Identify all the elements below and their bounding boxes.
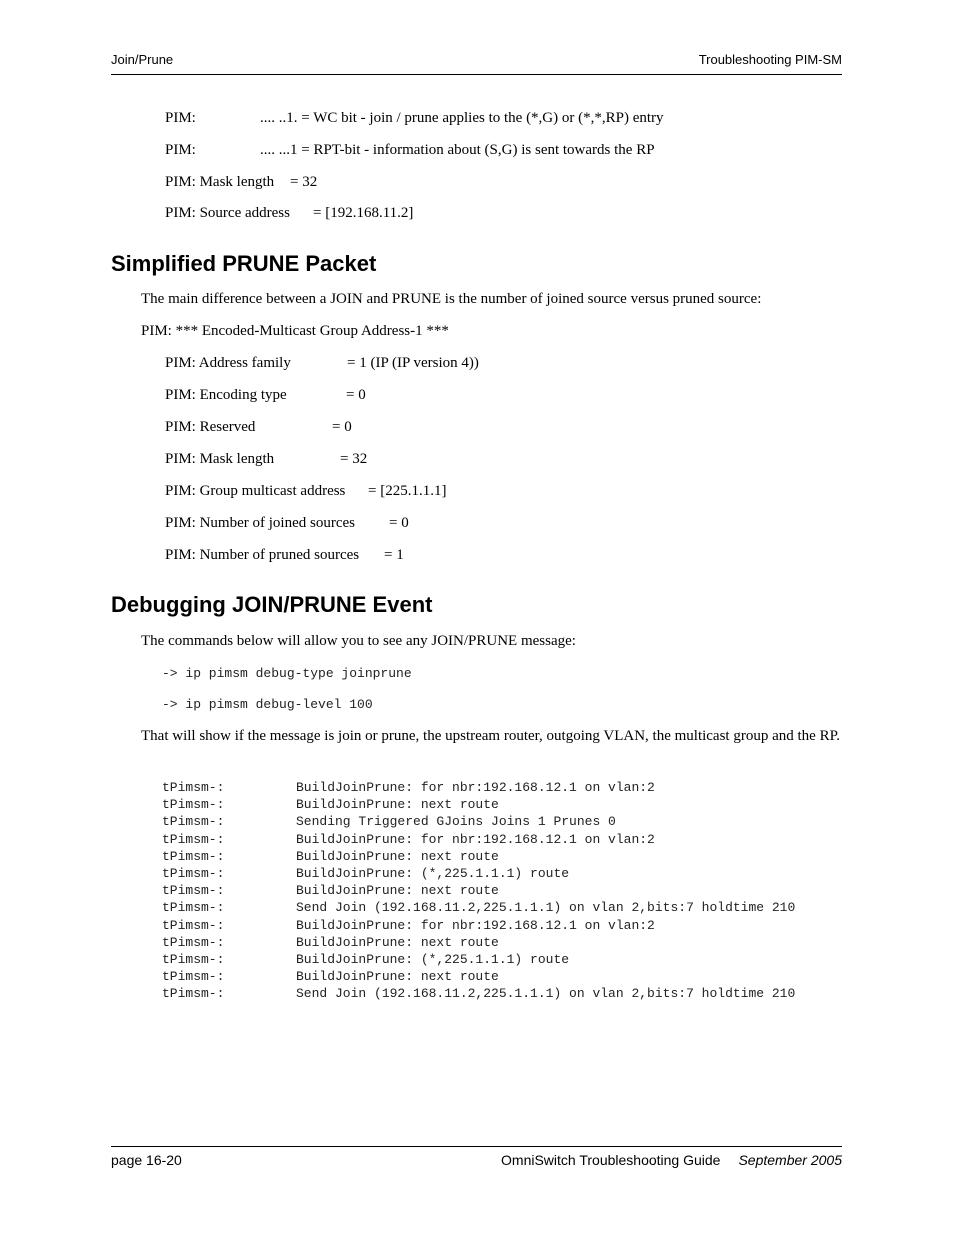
log-line: tPimsm-: BuildJoinPrune: for nbr:192.168.12.1 on vlan:2 [162,917,655,933]
field-encoding-type: PIM: Encoding type = 0 [165,387,366,403]
pim-rpt-bit-line: PIM: .... ...1 = RPT-bit - information about (S,G) is sent towards the RP [165,142,655,158]
page-footer [111,1146,842,1177]
log-line: tPimsm-: Send Join (192.168.11.2,225.1.1.1) on vlan 2,bits:7 holdtime 210 [162,986,796,1002]
footer-guide-info [501,1152,842,1168]
section2-intro: The commands below will allow you to see any JOIN/PRUNE message: [141,633,576,649]
log-line: tPimsm-: BuildJoinPrune: (*,225.1.1.1) route [162,865,570,881]
log-line: tPimsm-: Sending Triggered GJoins Joins 1 Prunes 0 [162,814,616,830]
field-reserved: PIM: Reserved = 0 [165,419,352,435]
log-line: tPimsm-: BuildJoinPrune: for nbr:192.168.12.1 on vlan:2 [162,831,655,847]
field-mask-length: PIM: Mask length = 32 [165,451,368,467]
command-debug-type: -> ip pimsm debug-type joinprune [162,666,412,681]
section-heading-debugging-join-prune: Debugging JOIN/PRUNE Event [111,592,433,617]
field-group-multicast-address: PIM: Group multicast address = [225.1.1.1] [165,483,447,499]
pim-wc-bit-line: PIM: .... ..1. = WC bit - join / prune applies to the (*,G) or (*,*,RP) entry [165,110,664,126]
section2-explain: That will show if the message is join or prune, the upstream router, outgoing VLAN, the multicast group and the RP. [141,728,841,744]
log-line: tPimsm-: Send Join (192.168.11.2,225.1.1.1) on vlan 2,bits:7 holdtime 210 [162,900,796,916]
header-section-title: Join/Prune [111,52,174,67]
section-heading-simplified-prune: Simplified PRUNE Packet [111,251,377,276]
field-address-family: PIM: Address family = 1 (IP (IP version 4)) [165,355,479,371]
log-line: tPimsm-: BuildJoinPrune: next route [162,969,499,985]
field-pruned-sources: PIM: Number of pruned sources = 1 [165,547,404,563]
log-line: tPimsm-: BuildJoinPrune: next route [162,848,499,864]
pim-mask-length-line: PIM: Mask length = 32 [165,174,318,190]
debug-log-output [162,779,795,1002]
log-line: tPimsm-: BuildJoinPrune: for nbr:192.168.12.1 on vlan:2 [162,780,655,795]
footer-date: September 2005 [738,1152,842,1168]
page-header [111,52,842,75]
footer-page-number: page 16-20 [111,1152,182,1168]
field-joined-sources: PIM: Number of joined sources = 0 [165,515,409,531]
log-line: tPimsm-: BuildJoinPrune: (*,225.1.1.1) route [162,951,570,967]
header-chapter-title: Troubleshooting PIM-SM [698,52,842,67]
log-line: tPimsm-: BuildJoinPrune: next route [162,883,499,899]
pim-source-address-line: PIM: Source address = [192.168.11.2] [165,205,414,221]
log-line: tPimsm-: BuildJoinPrune: next route [162,934,499,950]
group-address-line: PIM: *** Encoded-Multicast Group Address-1 *** [141,323,449,339]
log-line: tPimsm-: BuildJoinPrune: next route [162,797,499,813]
footer-guide-title: OmniSwitch Troubleshooting Guide [501,1152,721,1168]
section1-intro: The main difference between a JOIN and PRUNE is the number of joined source versus pruned source: [141,291,762,307]
command-debug-level: -> ip pimsm debug-level 100 [162,697,373,712]
